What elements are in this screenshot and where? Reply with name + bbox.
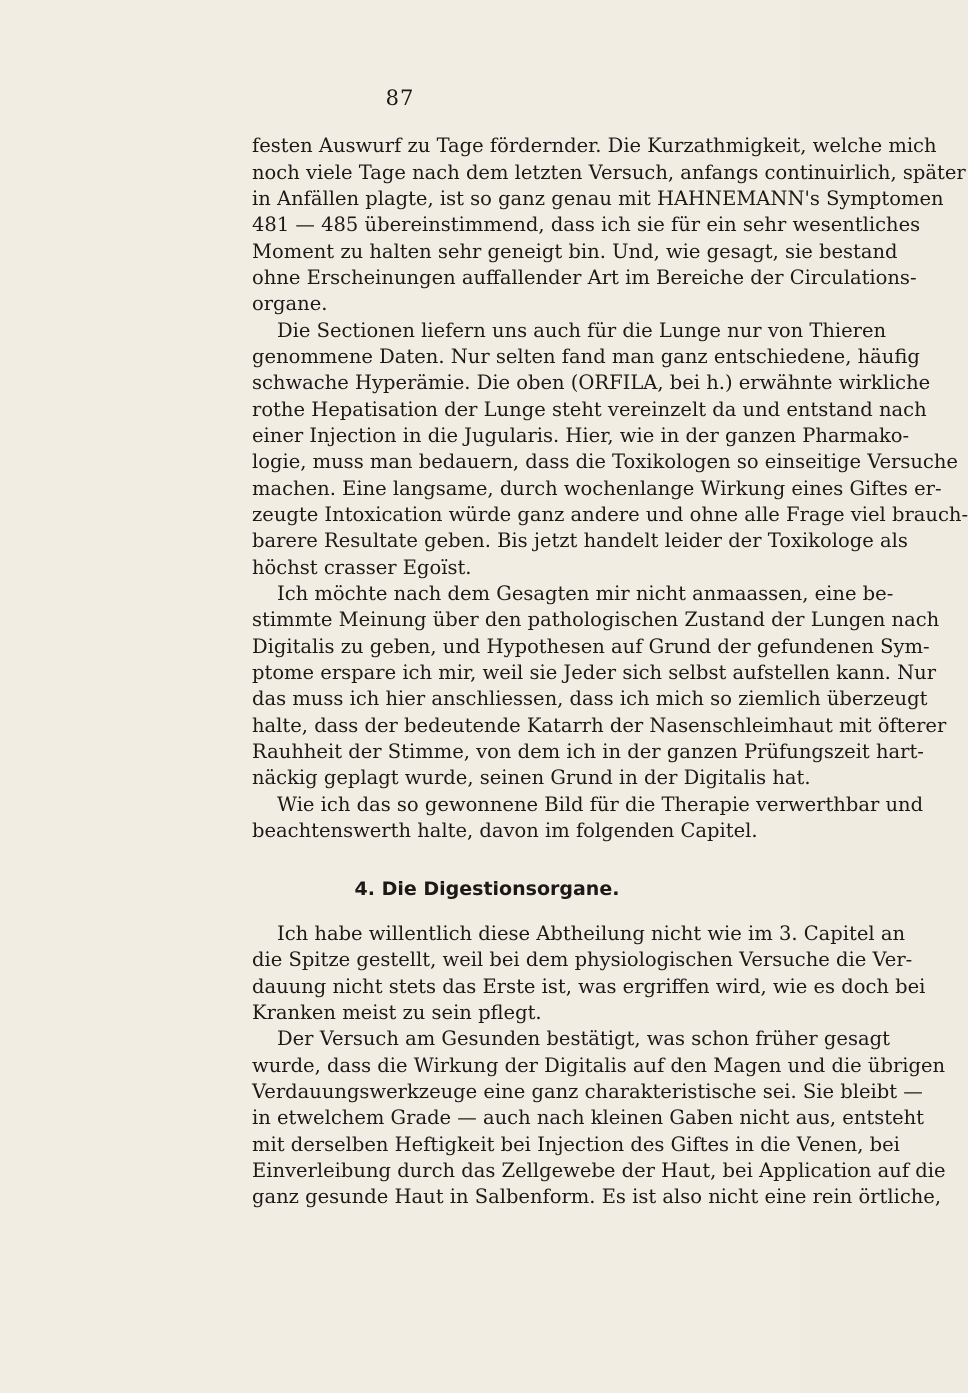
text-line: Verdauungswerkzeuge eine ganz charakteristische sei. Sie bleibt — — [252, 1080, 923, 1103]
text-line: in Anfällen plagte, ist so ganz genau mit HAHNEMANN's Symptomen — [252, 187, 944, 210]
text-line: Moment zu halten sehr geneigt bin. Und, wie gesagt, sie bestand — [252, 240, 898, 263]
text-line: Die Sectionen liefern uns auch für die Lunge nur von Thieren — [277, 319, 887, 342]
text-line: genommene Daten. Nur selten fand man ganz entschiedene, häufig — [252, 345, 920, 368]
text-line: das muss ich hier anschliessen, dass ich mich so ziemlich überzeugt — [252, 687, 928, 710]
text-line: Ich möchte nach dem Gesagten mir nicht anmaassen, eine be- — [277, 582, 894, 605]
text-line: beachtenswerth halte, davon im folgenden Capitel. — [252, 819, 758, 842]
text-line: organe. — [252, 292, 328, 315]
text-line: logie, muss man bedauern, dass die Toxikologen so einseitige Versuche — [252, 450, 958, 473]
text-line: Ich habe willentlich diese Abtheilung nicht wie im 3. Capitel an — [277, 922, 906, 945]
text-line: ptome erspare ich mir, weil sie Jeder sich selbst aufstellen kann. Nur — [252, 661, 937, 684]
text-line: halte, dass der bedeutende Katarrh der Nasenschleimhaut mit öfterer — [252, 714, 947, 737]
text-line: Wie ich das so gewonnene Bild für die Therapie verwerthbar und — [277, 793, 924, 816]
text-line: Digitalis zu geben, und Hypothesen auf Grund der gefundenen Sym- — [252, 635, 930, 658]
text-line: festen Auswurf zu Tage fördernder. Die Kurzathmigkeit, welche mich — [252, 134, 937, 157]
text-line: ohne Erscheinungen auffallender Art im Bereiche der Circulations- — [252, 266, 917, 289]
text-line: die Spitze gestellt, weil bei dem physiologischen Versuche die Ver- — [252, 948, 913, 971]
text-line: Kranken meist zu sein pflegt. — [252, 1001, 542, 1024]
text-line: in etwelchem Grade — auch nach kleinen Gaben nicht aus, entsteht — [252, 1106, 924, 1129]
text-line: einer Injection in die Jugularis. Hier, wie in der ganzen Pharmako- — [252, 424, 910, 447]
text-line: stimmte Meinung über den pathologischen Zustand der Lungen nach — [252, 608, 940, 631]
text-line: höchst crasser Egoïst. — [252, 556, 472, 579]
text-line: dauung nicht stets das Erste ist, was ergriffen wird, wie es doch bei — [252, 975, 926, 998]
text-line: Einverleibung durch das Zellgewebe der Haut, bei Application auf die — [252, 1159, 946, 1182]
text-line: noch viele Tage nach dem letzten Versuch, anfangs continuirlich, später — [252, 161, 966, 184]
text-line: näckig geplagt wurde, seinen Grund in der Digitalis hat. — [252, 766, 811, 789]
page-number: 87 — [385, 86, 415, 110]
text-line: rothe Hepatisation der Lunge steht vereinzelt da und entstand nach — [252, 398, 927, 421]
text-line: mit derselben Heftigkeit bei Injection des Giftes in die Venen, bei — [252, 1133, 900, 1156]
text-line: 481 — 485 übereinstimmend, dass ich sie für ein sehr wesentliches — [252, 213, 921, 236]
text-line: Rauhheit der Stimme, von dem ich in der ganzen Prüfungszeit hart- — [252, 740, 924, 763]
text-line: machen. Eine langsame, durch wochenlange Wirkung eines Giftes er- — [252, 477, 942, 500]
text-line: ganz gesunde Haut in Salbenform. Es ist also nicht eine rein örtliche, — [252, 1185, 942, 1208]
text-line: barere Resultate geben. Bis jetzt handelt leider der Toxikologe als — [252, 529, 908, 552]
section-heading: 4. Die Digestionsorgane. — [354, 878, 620, 900]
text-line: schwache Hyperämie. Die oben (ORFILA, bei h.) erwähnte wirkliche — [252, 371, 931, 394]
text-line: Der Versuch am Gesunden bestätigt, was schon früher gesagt — [277, 1027, 890, 1050]
text-line: zeugte Intoxication würde ganz andere und ohne alle Frage viel brauch- — [252, 503, 968, 526]
text-line: wurde, dass die Wirkung der Digitalis auf den Magen und die übrigen — [252, 1054, 946, 1077]
